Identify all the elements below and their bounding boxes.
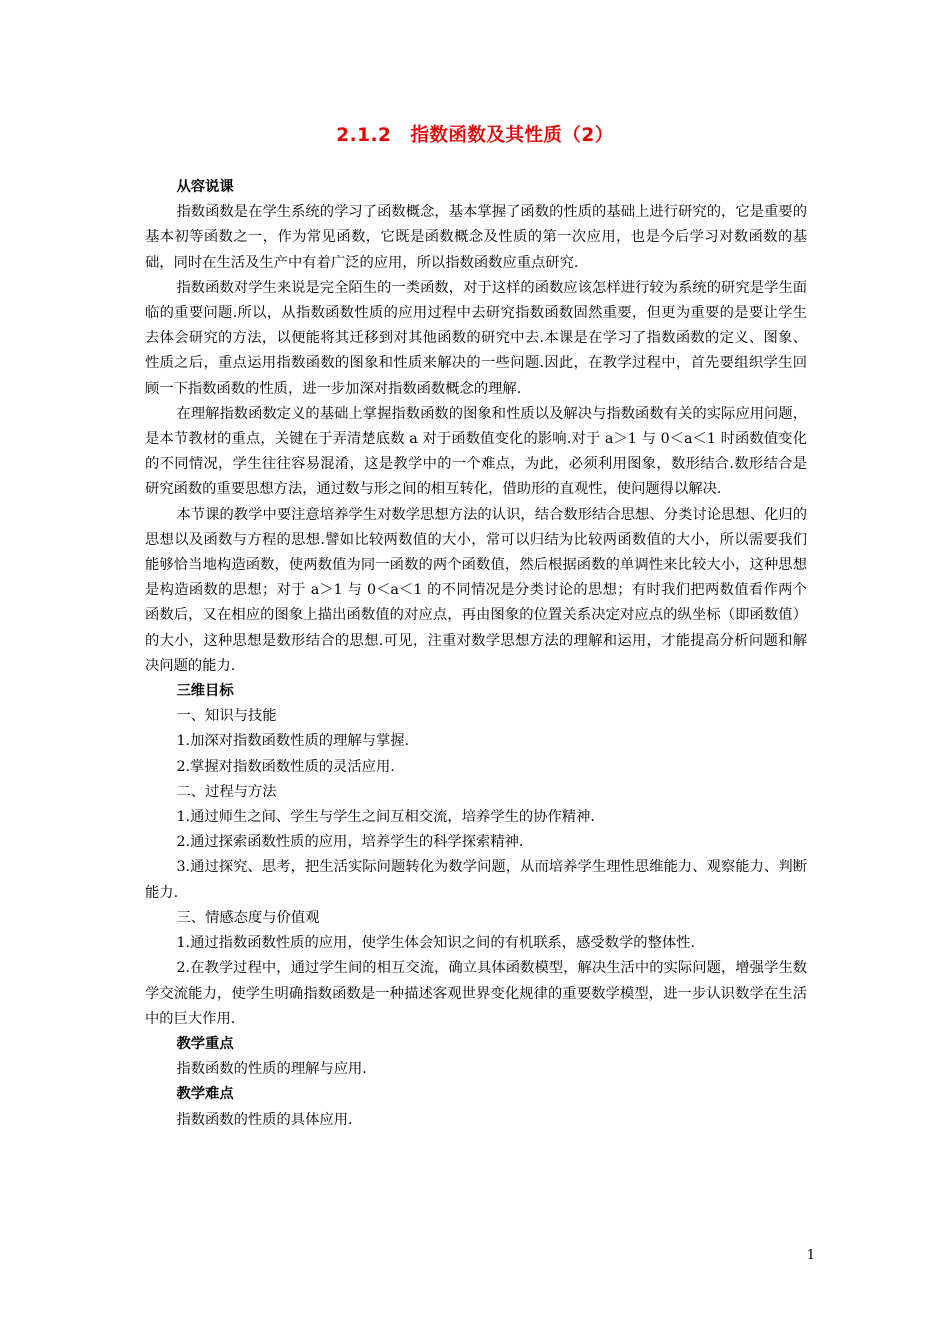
document-title: 2.1.2 指数函数及其性质（2） xyxy=(336,125,614,146)
document-body xyxy=(145,175,807,1133)
section-heading-intro: 从容说课 xyxy=(176,179,234,195)
goals-subheading-knowledge: 一、知识与技能 xyxy=(176,708,277,725)
section-heading-difficulties: 教学难点 xyxy=(176,1086,234,1103)
goals-attitude-item-1: 1.通过指数函数性质的应用，使学生体会知识之间的有机联系，感受数学的整体性. xyxy=(176,935,696,952)
goals-attitude-item-2: 2.在教学过程中，通过学生间的相互交流，确立具体函数模型，解决生活中的实际问题，增强学生数学交流能力，使学生明确指数函数是一种描述客观世界变化规律的重要数学模型，进一步认识数学在生活中的巨大作用. xyxy=(145,960,807,1027)
goals-process-item-2: 2.通过探索函数性质的应用，培养学生的科学探索精神. xyxy=(176,834,524,851)
page-number: 1 xyxy=(806,1248,815,1263)
goals-process-item-3: 3.通过探究、思考，把生活实际问题转化为数学问题，从而培养学生理性思维能力、观察能力、判断能力. xyxy=(145,859,807,901)
intro-paragraph-1: 指数函数是在学生系统的学习了函数概念，基本掌握了函数的性质的基础上进行研究的，它是重要的基本初等函数之一，作为常见函数，它既是函数概念及性质的第一次应用，也是今后学习对数函数的基础，同时在生活及生产中有着广泛的应用，所以指数函数应重点研究. xyxy=(145,204,807,271)
goals-knowledge-item-1: 1.加深对指数函数性质的理解与掌握. xyxy=(176,733,410,750)
goals-subheading-attitude: 三、情感态度与价值观 xyxy=(176,909,320,926)
intro-paragraph-4: 本节课的教学中要注意培养学生对数学思想方法的认识，结合数形结合思想、分类讨论思想、化归的思想以及函数与方程的思想.譬如比较两数值的大小，常可以归结为比较两函数值的大小，所以需要我们能够恰当地构造函数，使两数值为同一函数的两个函数值，然后根据函数的单调性来比较大小，这种思想是构造函数的思想；对于 a＞1 与 0＜a＜1 的不同情况是分类讨论的思想；有时我们把两数值看作两个函数后，又在相应的图象上描出函数值的对应点，再由图象的位置关系决定对应点的纵坐标（即函数值）的大小，这种思想是数形结合的思想.可见，注重对数学思想方法的理解和运用，才能提高分析问题和解决问题的能力. xyxy=(145,506,807,674)
intro-paragraph-2: 指数函数对学生来说是完全陌生的一类函数，对于这样的函数应该怎样进行较为系统的研究是学生面临的重要问题.所以，从指数函数性质的应用过程中去研究指数函数固然重要，但更为重要的是要让学生去体会研究的方法，以便能将其迁移到对其他函数的研究中去.本课是在学习了指数函数的定义、图象、性质之后，重点运用指数函数的图象和性质来解决的一些问题.因此，在教学过程中，首先要组织学生回顾一下指数函数的性质，进一步加深对指数函数概念的理解. xyxy=(145,279,807,397)
section-heading-key-points: 教学重点 xyxy=(176,1035,234,1052)
intro-paragraph-3: 在理解指数函数定义的基础上掌握指数函数的图象和性质以及解决与指数函数有关的实际应用问题，是本节教材的重点，关键在于弄清楚底数 a 对于函数值变化的影响.对于 a＞1 与 0＜a＜1 时函数值变化的不同情况，学生往往容易混淆，这是教学中的一个难点，为此，必须利用图象，数形结合.数形结合是研究函数的重要思想方法，通过数与形之间的相互转化，借助形的直观性，使问题得以解决. xyxy=(145,405,807,498)
goals-process-item-1: 1.通过师生之间、学生与学生之间互相交流，培养学生的协作精神. xyxy=(176,809,595,826)
goals-subheading-process: 二、过程与方法 xyxy=(176,783,277,800)
difficulties-text: 指数函数的性质的具体应用. xyxy=(176,1111,353,1128)
goals-knowledge-item-2: 2.掌握对指数函数性质的灵活应用. xyxy=(176,758,395,775)
key-points-text: 指数函数的性质的理解与应用. xyxy=(176,1061,367,1078)
section-heading-goals: 三维目标 xyxy=(176,683,234,700)
